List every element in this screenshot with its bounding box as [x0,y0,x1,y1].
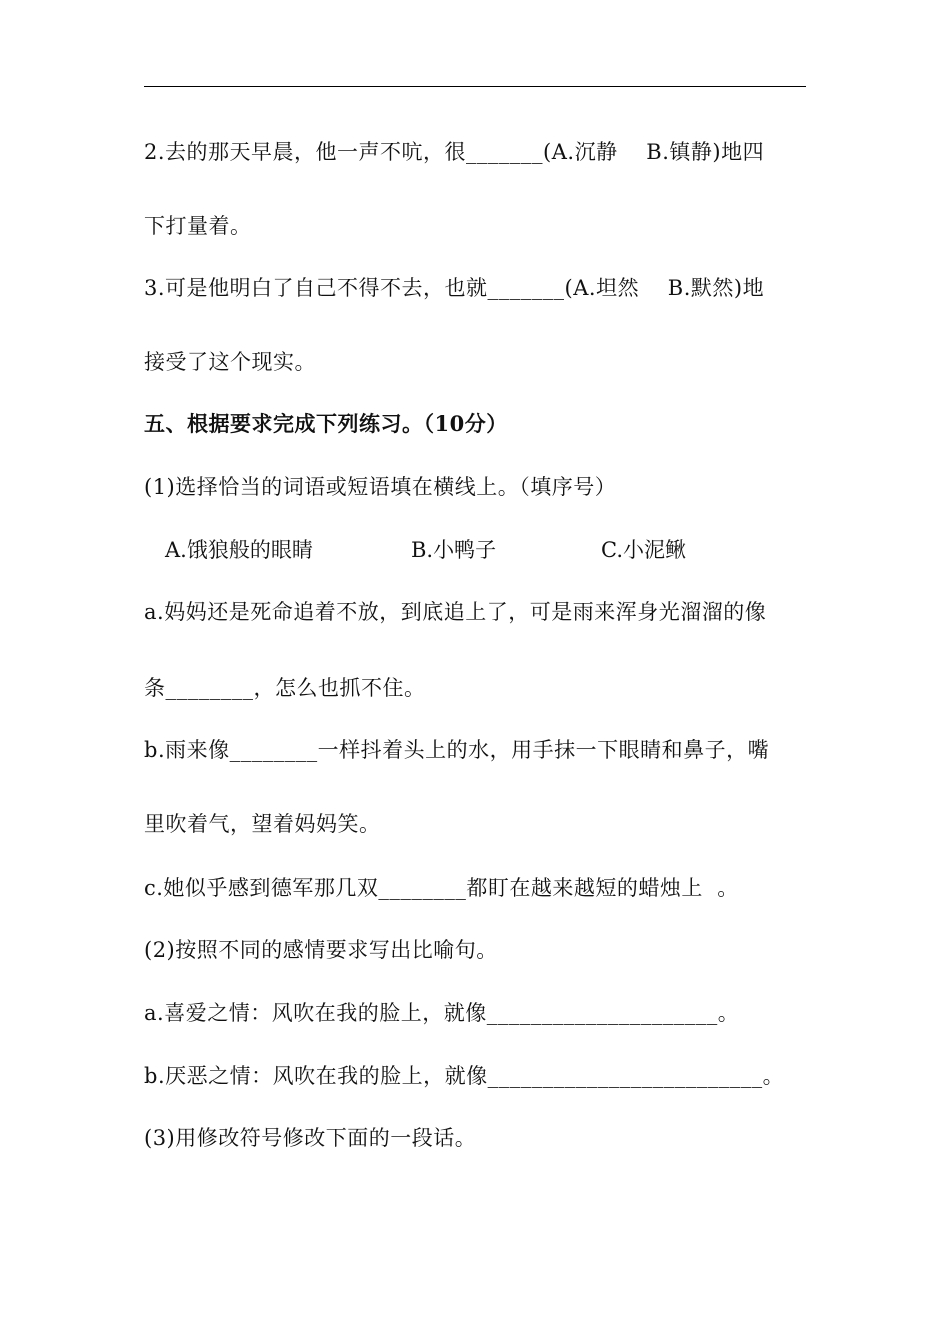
blank-a-line-2: 条________，怎么也抓不住。 [144,676,426,700]
section-5-heading: 五、根据要求完成下列练习。（10分） [144,411,508,436]
simile-a-line: a.喜爱之情：风吹在我的脸上，就像_____________________。 [144,1001,740,1025]
question-3-line-1: 3.可是他明白了自己不得不去，也就_______(A.坦然 B.默然)地 [144,276,765,300]
blank-b-line-1: b.雨来像________一样抖着头上的水，用手抹一下眼睛和鼻子，嘴 [144,738,770,762]
option-c: C.小泥鳅 [601,538,686,562]
blank-c-line: c.她似乎感到德军那几双________都盯在越来越短的蜡烛上 。 [144,876,739,900]
option-b: B.小鸭子 [411,538,497,562]
simile-b-line: b.厌恶之情：风吹在我的脸上，就像_________________________。 [144,1064,785,1088]
sub-question-3-prompt: (3)用修改符号修改下面的一段话。 [144,1126,477,1150]
option-a: A.饿狼般的眼睛 [165,538,313,562]
blank-b-line-2: 里吹着气，望着妈妈笑。 [144,812,381,836]
sub-question-1-prompt: (1)选择恰当的词语或短语填在横线上。（填序号） [144,475,617,499]
sub-question-2-prompt: (2)按照不同的感情要求写出比喻句。 [144,938,498,962]
question-3-line-2: 接受了这个现实。 [144,350,316,374]
header-rule [144,86,806,87]
blank-a-line-1: a.妈妈还是死命追着不放，到底追上了，可是雨来浑身光溜溜的像 [144,600,767,624]
question-2-line-2: 下打量着。 [144,214,252,238]
question-2-line-1: 2.去的那天早晨，他一声不吭，很_______(A.沉静 B.镇静)地四 [144,140,765,164]
